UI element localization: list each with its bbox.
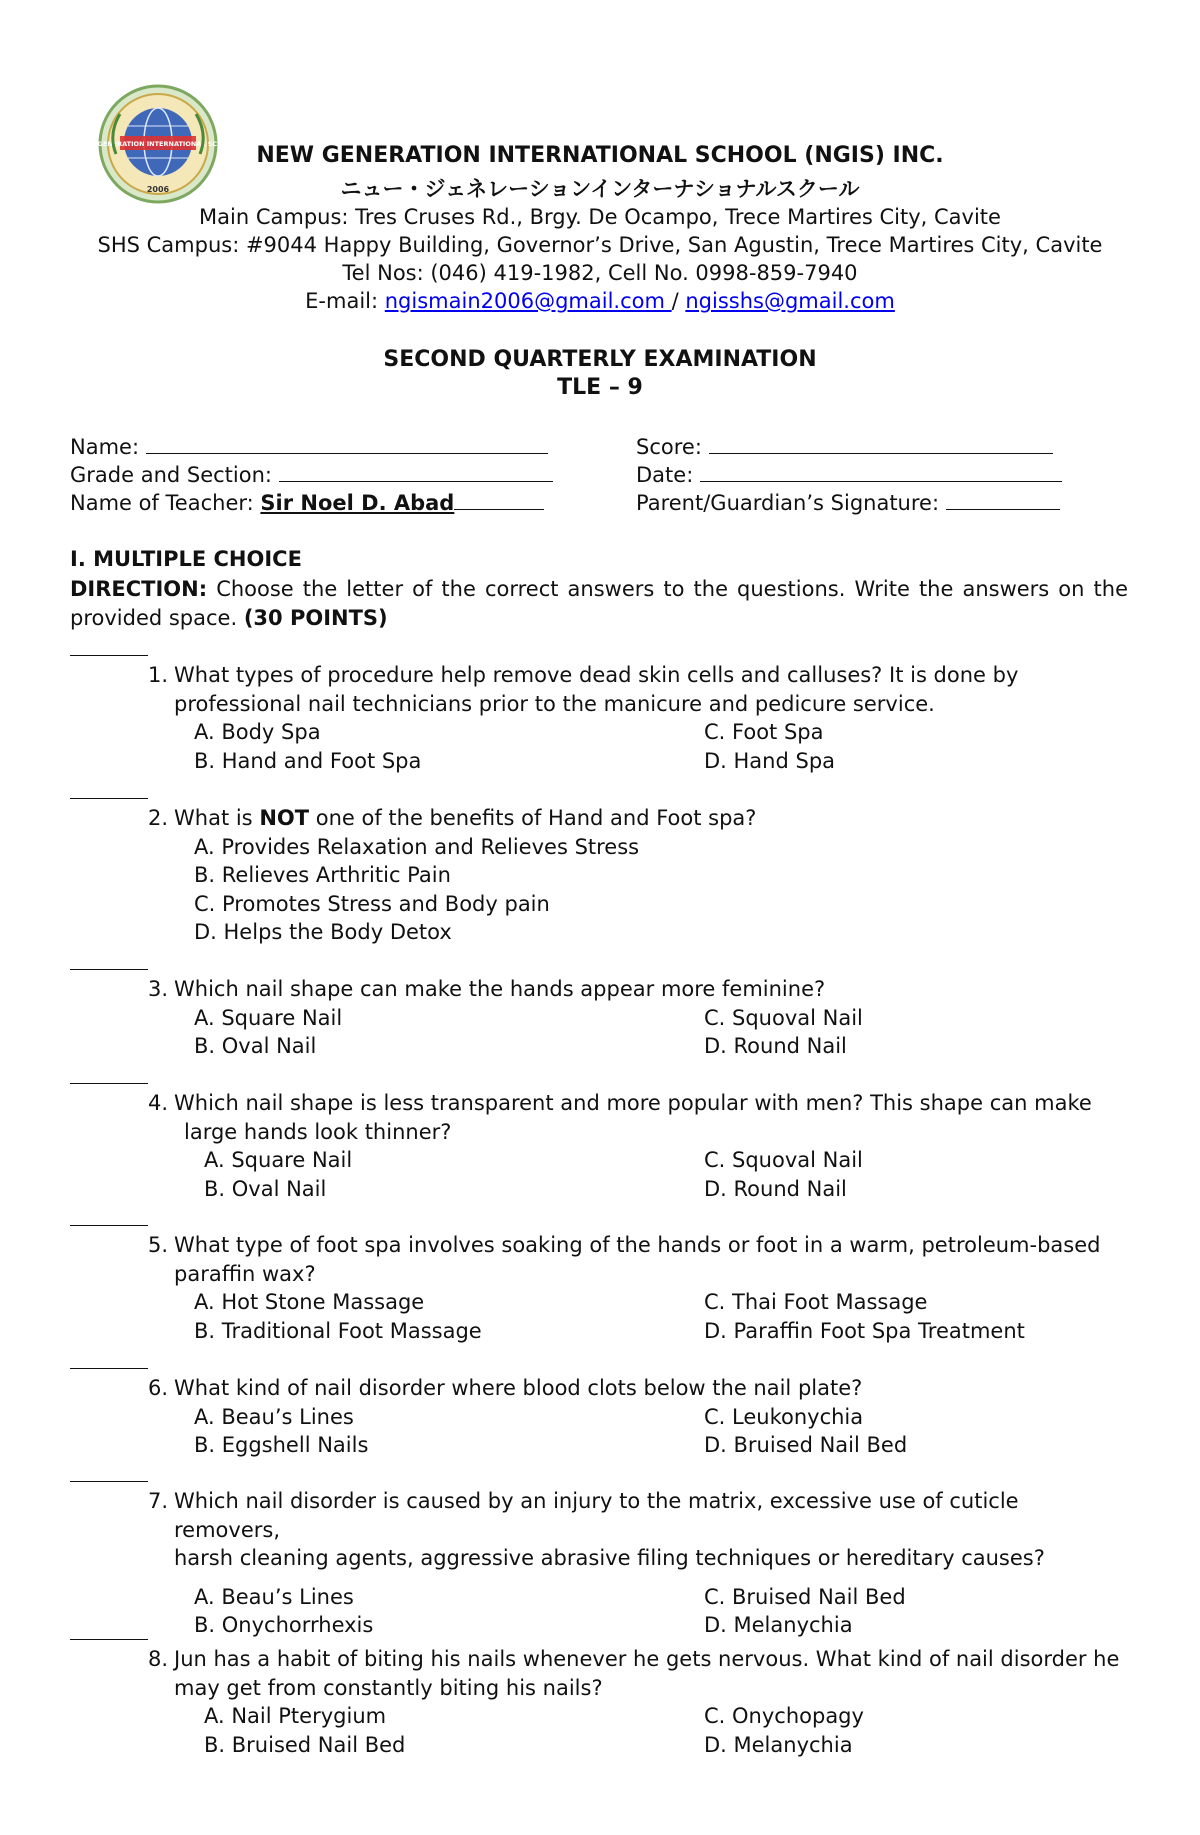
option-a: A. Body Spa: [194, 720, 321, 744]
question-number: 2.: [148, 806, 169, 830]
option-d: D. Bruised Nail Bed: [704, 1433, 908, 1457]
score-field[interactable]: [636, 433, 1053, 459]
option-c: C. Thai Foot Massage: [704, 1290, 928, 1314]
option-c: C. Leukonychia: [704, 1404, 864, 1429]
question-number: 5.: [148, 1233, 169, 1257]
option-c: C. Squoval Nail: [704, 1005, 863, 1030]
option-b: B. Oval Nail: [204, 1176, 327, 1201]
name-field[interactable]: [70, 433, 548, 459]
option-a: A. Beau’s Lines: [194, 1404, 354, 1429]
question-8: [70, 1645, 1130, 1759]
shs-campus-address: SHS Campus: #9044 Happy Building, Governor’s Drive, San Agustin, Trece Martires City, Cavite: [97, 233, 1103, 257]
question-text: What types of procedure help remove dead skin cells and calluses? It is done by: [174, 663, 1019, 687]
option-a: A. Hot Stone Massage: [194, 1290, 425, 1314]
question-5: [70, 1231, 1130, 1345]
option-b: B. Traditional Foot Massage: [194, 1318, 482, 1343]
logo-text: NEW GENERATION INTERNATIONAL SCHOOL: [78, 140, 238, 148]
option-b: B. Relieves Arthritic Pain: [194, 863, 451, 887]
option-b: B. Bruised Nail Bed: [204, 1732, 406, 1757]
option-a: A. Beau’s Lines: [194, 1584, 354, 1609]
option-d: D. Paraffin Foot Spa Treatment: [704, 1318, 1025, 1343]
score-blank[interactable]: [709, 433, 1053, 454]
option-b: B. Eggshell Nails: [194, 1433, 369, 1457]
question-number: 3.: [148, 977, 169, 1001]
option-a: A. Square Nail: [194, 1005, 343, 1030]
direction-text: [70, 575, 1128, 633]
question-number: 6.: [148, 1376, 169, 1400]
option-a: A. Nail Pterygium: [204, 1704, 387, 1728]
question-text: Jun has a habit of biting his nails whenever he gets nervous. What kind of nail disorder he: [174, 1647, 1120, 1671]
email-line: [0, 289, 1200, 313]
question-text: What kind of nail disorder where blood clots below the nail plate?: [174, 1376, 863, 1400]
question-number: 7.: [148, 1489, 169, 1513]
telephone-numbers: Tel Nos: (046) 419-1982, Cell No. 0998-859-7940: [342, 261, 858, 285]
option-b: B. Onychorrhexis: [194, 1613, 374, 1637]
email-link-shs[interactable]: ngisshs@gmail.com: [685, 289, 895, 313]
question-text: What type of foot spa involves soaking of the hands or foot in a warm, petroleum-based: [174, 1233, 1101, 1257]
option-d: D. Melanychia: [704, 1613, 853, 1637]
exam-title: SECOND QUARTERLY EXAMINATION: [383, 347, 817, 372]
option-b: B. Oval Nail: [194, 1034, 317, 1058]
name-blank[interactable]: [146, 433, 548, 454]
email-separator: /: [671, 289, 686, 313]
option-d: D. Round Nail: [704, 1034, 847, 1058]
option-d: D. Melanychia: [704, 1732, 853, 1757]
option-c: C. Squoval Nail: [704, 1148, 863, 1172]
option-d: D. Round Nail: [704, 1176, 847, 1201]
teacher-name: Sir Noel D. Abad: [260, 491, 455, 515]
question-number: 8.: [148, 1647, 169, 1671]
school-name-japanese: ニュー・ジェネレーションインターナショナルスクール: [340, 177, 860, 201]
question-text-cont: may get from constantly biting his nails?: [174, 1675, 603, 1700]
school-name: NEW GENERATION INTERNATIONAL SCHOOL (NGIS) INC.: [256, 143, 944, 168]
question-4: [70, 1089, 1130, 1203]
exam-subject: TLE – 9: [557, 375, 643, 400]
parent-signature-label: Parent/Guardian’s Signature:: [636, 491, 946, 515]
teacher-label: Name of Teacher:: [70, 491, 261, 515]
teacher-blank: [454, 489, 544, 510]
question-number: 1.: [148, 663, 169, 687]
question-text: Which nail shape can make the hands appear more feminine?: [174, 977, 826, 1001]
question-7: [70, 1487, 1130, 1640]
question-2: [70, 804, 1130, 947]
question-3: [70, 975, 1130, 1061]
name-label: Name:: [70, 435, 146, 459]
parent-signature-field[interactable]: [636, 489, 1060, 515]
grade-section-blank[interactable]: [279, 461, 553, 482]
question-text-cont: harsh cleaning agents, aggressive abrasive filing techniques or hereditary causes?: [174, 1546, 1045, 1570]
question-text-cont: professional nail technicians prior to the manicure and pedicure service.: [174, 691, 935, 716]
option-a: A. Provides Relaxation and Relieves Stress: [194, 834, 640, 859]
direction-label: DIRECTION:: [70, 577, 208, 601]
option-c: C. Onychopagy: [704, 1704, 864, 1728]
date-field[interactable]: [636, 461, 1062, 487]
question-text: Which nail disorder is caused by an injury to the matrix, excessive use of cuticle removers,: [174, 1489, 1019, 1542]
question-text-post: one of the benefits of Hand and Foot spa?: [309, 806, 757, 830]
question-text-pre: What is: [174, 806, 260, 830]
option-c: C. Bruised Nail Bed: [704, 1584, 906, 1609]
question-text: Which nail shape is less transparent and more popular with men? This shape can make: [174, 1091, 1092, 1115]
grade-section-field[interactable]: [70, 461, 553, 487]
date-label: Date:: [636, 463, 700, 487]
option-c: C. Foot Spa: [704, 720, 824, 744]
question-6: [70, 1374, 1130, 1460]
teacher-field: [70, 489, 544, 515]
option-b: B. Hand and Foot Spa: [194, 748, 422, 773]
direction-body: Choose the letter of the correct answers to the questions. Write the answers on the provided space.: [70, 577, 1128, 630]
email-label: E-mail:: [305, 289, 385, 313]
points-label: (30 POINTS): [243, 606, 388, 630]
option-d: D. Helps the Body Detox: [194, 920, 452, 944]
email-link-main[interactable]: ngismain2006@gmail.com: [384, 289, 672, 313]
question-text-emphasis: NOT: [259, 806, 310, 830]
question-text-cont: large hands look thinner?: [184, 1119, 452, 1144]
question-1: [70, 661, 1130, 775]
parent-signature-blank[interactable]: [946, 489, 1060, 510]
option-c: C. Promotes Stress and Body pain: [194, 891, 550, 916]
score-label: Score:: [636, 435, 709, 459]
option-a: A. Square Nail: [204, 1148, 353, 1172]
logo-year: 2006: [146, 185, 170, 194]
section-title: I. MULTIPLE CHOICE: [70, 547, 302, 571]
option-d: D. Hand Spa: [704, 748, 836, 773]
grade-section-label: Grade and Section:: [70, 463, 279, 487]
main-campus-address: Main Campus: Tres Cruses Rd., Brgy. De Ocampo, Trece Martires City, Cavite: [199, 205, 1001, 229]
question-text-cont: paraffin wax?: [174, 1261, 316, 1286]
question-number: 4.: [148, 1091, 169, 1115]
date-blank[interactable]: [700, 461, 1062, 482]
